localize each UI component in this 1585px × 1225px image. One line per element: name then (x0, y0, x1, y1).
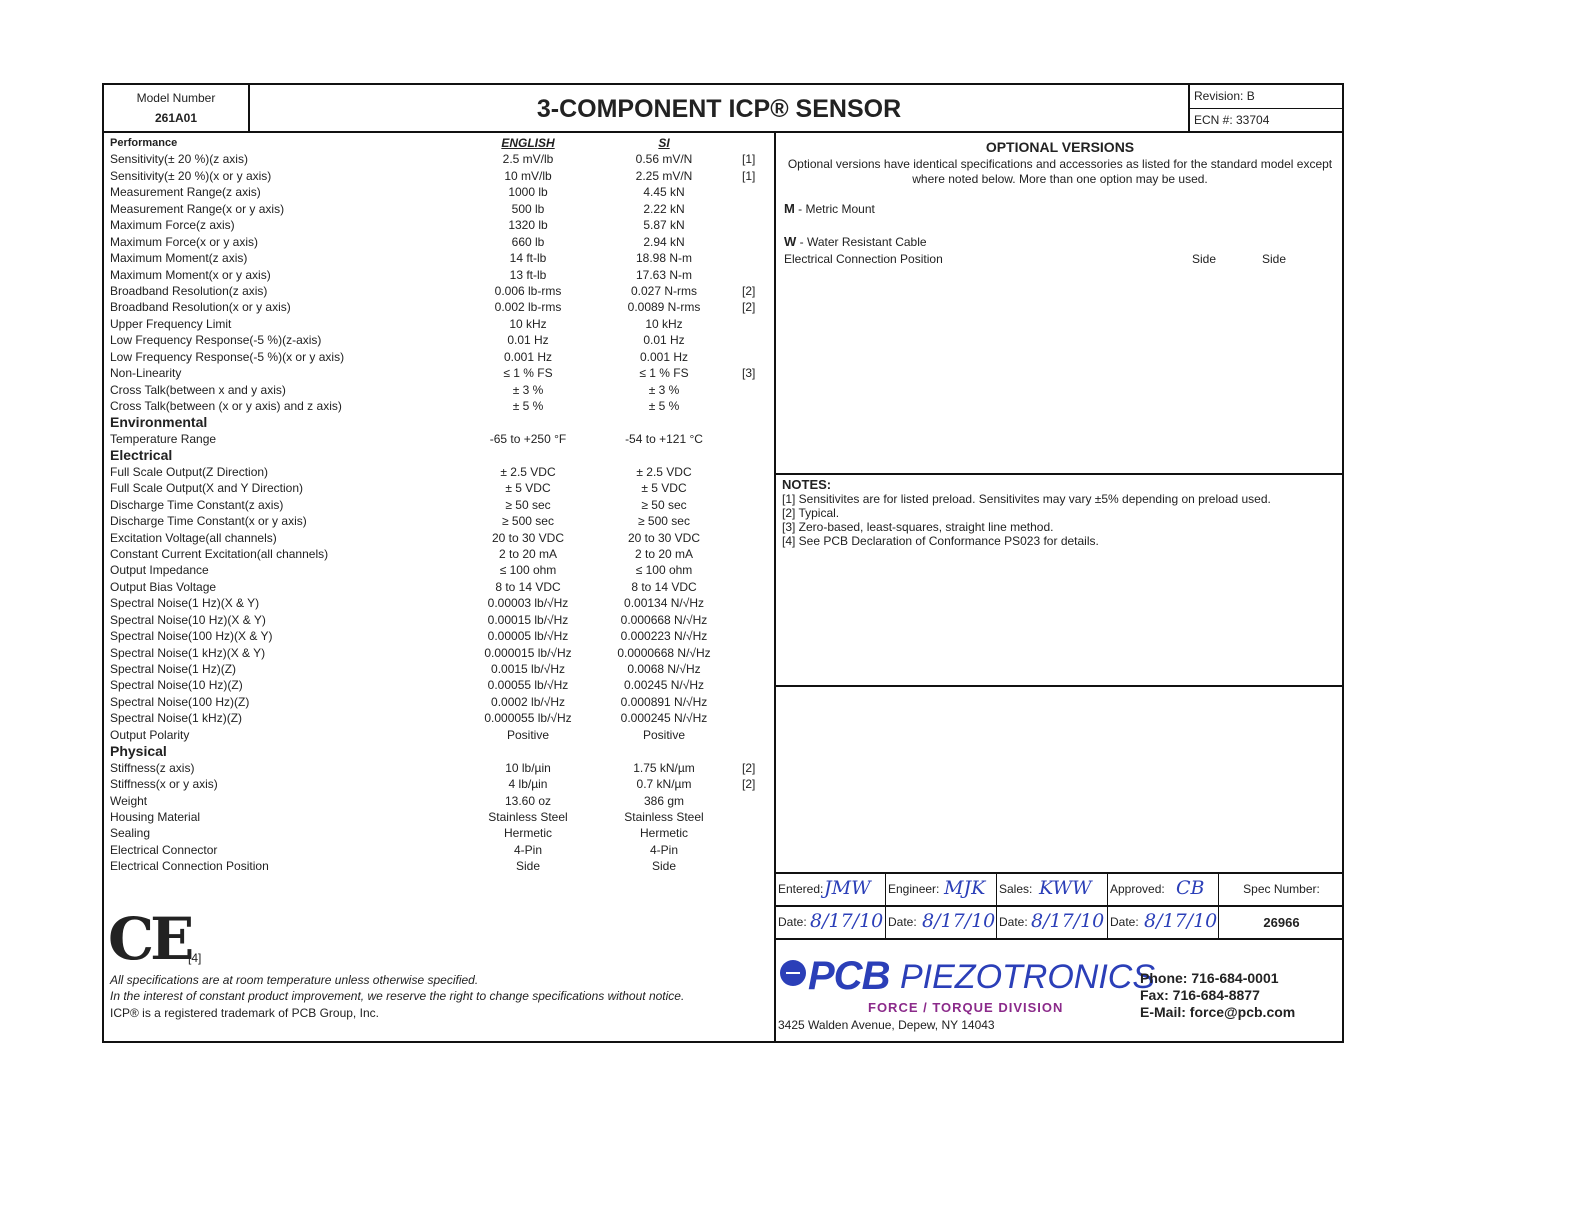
parameter: Cross Talk(between x and y axis) (110, 382, 286, 397)
english-value: Positive (506, 727, 550, 742)
si-value: 0.56 mV/N (635, 152, 693, 167)
option-connection-si: Side (1262, 252, 1287, 266)
revision-box (1190, 85, 1344, 131)
si-value: 0.000668 N/√Hz (620, 612, 708, 627)
parameter: Spectral Noise(1 Hz)(Z) (110, 662, 237, 676)
table-row (110, 151, 772, 167)
parameter: Sensitivity(± 20 %)(x or y axis) (110, 168, 272, 183)
english-value: 2.5 mV/lb (502, 152, 554, 167)
english-value: 0.000055 lb/√Hz (484, 711, 572, 726)
table-row (110, 530, 772, 546)
option-connection-label: Electrical Connection Position (784, 252, 943, 266)
table-row (110, 513, 772, 529)
si-value: 0.001 Hz (639, 349, 689, 364)
optional-intro: Optional versions have identical specifications and accessories as listed for the standard model except where noted below. More than one option may be used. (787, 157, 1333, 186)
performance-header: Performance (110, 137, 178, 149)
option-metric-mount (784, 201, 875, 216)
english-value: Hermetic (503, 826, 552, 841)
parameter: Sealing (110, 826, 151, 841)
option-connection-english: Side (1192, 252, 1217, 266)
model-value: 261A01 (154, 111, 198, 125)
ce-mark-icon: CE (108, 905, 191, 973)
date-label: Date: (778, 915, 807, 929)
model-label: Model Number (136, 91, 216, 105)
si-value: 1.75 kN/µm (633, 760, 695, 775)
si-value: 2.22 kN (643, 201, 685, 216)
si-value: 0.0000668 N/√Hz (617, 645, 711, 660)
table-row (110, 398, 772, 414)
english-value: 13 ft-lb (509, 267, 547, 282)
english-value: 2 to 20 mA (498, 546, 558, 561)
engineer-label: Engineer: (888, 882, 940, 896)
parameter: Low Frequency Response(-5 %)(z-axis) (110, 333, 322, 348)
table-row (110, 612, 772, 628)
si-value: 20 to 30 VDC (627, 530, 701, 545)
parameter: Excitation Voltage(all channels) (110, 530, 277, 545)
table-row (110, 760, 772, 776)
english-value: ± 5 VDC (505, 481, 551, 496)
note-ref: [1] (742, 152, 756, 167)
note-ref: [2] (742, 300, 756, 315)
table-row (110, 299, 772, 315)
revision: Revision: B (1190, 85, 1344, 109)
si-value: ≤ 1 % FS (639, 366, 689, 381)
english-header: ENGLISH (501, 136, 555, 150)
english-value: 0.0002 lb/√Hz (491, 694, 565, 709)
ce-note: [4] (188, 951, 202, 965)
contact-info (1140, 970, 1295, 1021)
blank-area (776, 687, 1344, 874)
si-value: ± 5 % (648, 399, 680, 413)
si-value: 0.01 Hz (643, 333, 685, 348)
table-row (110, 546, 772, 562)
english-value: 20 to 30 VDC (491, 530, 565, 545)
parameter: Stiffness(z axis) (110, 760, 195, 775)
note-1: [1] Sensitivites are for listed preload. Sensitivites may vary ±5% depending on preload used. (782, 492, 1271, 506)
table-row (110, 431, 772, 447)
option-water-resistant (784, 234, 927, 249)
si-value: ≤ 100 ohm (635, 563, 693, 578)
table-row (110, 365, 772, 381)
si-value: 10 kHz (645, 316, 683, 331)
si-value: ± 3 % (648, 382, 680, 397)
si-value: 4-Pin (649, 842, 678, 857)
note-4: [4] See PCB Declaration of Conformance PS023 for details. (782, 534, 1099, 548)
si-value: Stainless Steel (624, 809, 704, 824)
date-label: Date: (1110, 915, 1139, 929)
spec-number-label-cell (1219, 874, 1344, 905)
parameter: Maximum Moment(x or y axis) (110, 267, 271, 282)
table-row (110, 184, 772, 200)
si-value: 2.94 kN (643, 234, 685, 249)
english-value: Stainless Steel (488, 809, 568, 824)
note-3: [3] Zero-based, least-squares, straight line method. (782, 520, 1054, 534)
model-number-box (104, 85, 250, 131)
sales-label: Sales: (999, 882, 1033, 896)
disclaimer (110, 972, 684, 1004)
english-value: ± 5 % (512, 399, 544, 413)
date-value-4: 8/17/10 (1144, 910, 1218, 932)
english-value: ≤ 1 % FS (503, 366, 553, 381)
english-value: 10 kHz (509, 316, 547, 331)
engineer-cell (886, 874, 997, 905)
table-row (110, 694, 772, 710)
disclaimer-line-2: In the interest of constant product improvement, we reserve the right to change specifications without notice. (110, 989, 685, 1003)
date-cell-3 (997, 907, 1108, 938)
table-row (110, 349, 772, 365)
si-value: Positive (642, 727, 686, 742)
english-value: 0.001 Hz (503, 349, 553, 364)
table-row (110, 842, 772, 858)
spec-number-label: Spec Number: (1243, 882, 1320, 896)
table-row (110, 710, 772, 726)
si-value: 0.000245 N/√Hz (620, 711, 708, 726)
note-ref: [1] (742, 168, 756, 183)
english-value: 4 lb/µin (508, 777, 548, 792)
date-cell-2 (886, 907, 997, 938)
table-row (110, 464, 772, 480)
english-value: 4-Pin (513, 842, 542, 857)
section-heading (110, 447, 772, 463)
phone: Phone: 716-684-0001 (1140, 970, 1279, 986)
parameter: Spectral Noise(10 Hz)(Z) (110, 678, 243, 693)
english-value: 660 lb (511, 234, 545, 249)
parameter: Broadband Resolution(x or y axis) (110, 300, 291, 315)
english-value: 1320 lb (508, 218, 548, 233)
spec-number-cell (1219, 907, 1344, 938)
parameter: Broadband Resolution(z axis) (110, 283, 268, 298)
parameter: Full Scale Output(Z Direction) (110, 464, 269, 479)
parameter: Spectral Noise(1 kHz)(X & Y) (110, 645, 266, 660)
parameter: Discharge Time Constant(z axis) (110, 497, 284, 512)
parameter: Measurement Range(z axis) (110, 185, 261, 200)
sales-cell (997, 874, 1108, 905)
table-row (110, 217, 772, 233)
si-value: ≥ 500 sec (638, 514, 690, 529)
optional-versions (776, 133, 1344, 475)
page-title: 3-COMPONENT ICP® SENSOR (250, 85, 1190, 131)
parameter: Output Bias Voltage (110, 579, 217, 594)
parameter: Upper Frequency Limit (110, 316, 232, 331)
trademark-note: ICP® is a registered trademark of PCB Group, Inc. (110, 1006, 379, 1020)
table-row (110, 234, 772, 250)
table-row (110, 858, 772, 874)
date-label: Date: (999, 915, 1028, 929)
english-value: 1000 lb (508, 185, 548, 200)
email: E-Mail: force@pcb.com (1140, 1004, 1296, 1020)
approved-initials: CB (1176, 877, 1205, 899)
specifications-table (110, 135, 772, 875)
parameter: Weight (110, 793, 148, 808)
english-value: Side (515, 859, 541, 874)
english-value: ≥ 50 sec (505, 497, 551, 512)
si-value: 17.63 N-m (635, 267, 693, 282)
note-ref: [2] (742, 283, 756, 298)
table-row (110, 283, 772, 299)
table-row (110, 562, 772, 578)
parameter: Temperature Range (110, 431, 217, 446)
note-ref: [2] (742, 760, 756, 775)
table-row (110, 267, 772, 283)
table-row (110, 168, 772, 184)
table-row (110, 332, 772, 348)
parameter: Stiffness(x or y axis) (110, 777, 218, 792)
fax: Fax: 716-684-8877 (1140, 987, 1260, 1003)
note-ref: [3] (742, 366, 756, 381)
option-code: M (784, 201, 795, 216)
parameter: Output Impedance (110, 563, 209, 578)
option-text: - Water Resistant Cable (796, 235, 927, 249)
option-text: - Metric Mount (794, 202, 875, 216)
si-value: 0.00134 N/√Hz (624, 596, 704, 611)
table-row (110, 595, 772, 611)
si-value: 0.000891 N/√Hz (620, 694, 708, 709)
si-value: 0.000223 N/√Hz (620, 629, 708, 644)
company-address: 3425 Walden Avenue, Depew, NY 14043 (778, 1018, 995, 1032)
parameter: Full Scale Output(X and Y Direction) (110, 481, 303, 496)
parameter: Output Polarity (110, 727, 190, 742)
si-value: 0.7 kN/µm (636, 777, 692, 792)
table-row (110, 201, 772, 217)
parameter: Constant Current Excitation(all channels) (110, 546, 329, 561)
parameter: Cross Talk(between (x or y axis) and z axis) (110, 399, 342, 413)
parameter: Maximum Force(z axis) (110, 218, 235, 233)
english-value: 8 to 14 VDC (495, 579, 561, 594)
table-row (110, 809, 772, 825)
date-value-3: 8/17/10 (1031, 910, 1105, 932)
section-title: Electrical (110, 447, 173, 464)
table-row (110, 825, 772, 841)
entered-label: Entered: (778, 882, 824, 896)
sales-initials: KWW (1039, 877, 1092, 899)
note-ref: [2] (742, 777, 756, 792)
parameter: Measurement Range(x or y axis) (110, 201, 285, 216)
parameter: Sensitivity(± 20 %)(z axis) (110, 152, 248, 167)
english-value: 0.006 lb-rms (494, 283, 562, 298)
entered-cell (776, 874, 886, 905)
date-cell-4 (1108, 907, 1219, 938)
parameter: Discharge Time Constant(x or y axis) (110, 514, 307, 529)
table-row (110, 628, 772, 644)
english-value: ± 3 % (512, 382, 544, 397)
date-value-2: 8/17/10 (922, 910, 996, 932)
date-cell-1 (776, 907, 886, 938)
si-header: SI (658, 136, 670, 150)
english-value: 0.002 lb-rms (494, 300, 562, 315)
parameter: Electrical Connector (110, 842, 218, 857)
section-title: Physical (110, 743, 167, 760)
si-value: 8 to 14 VDC (631, 579, 697, 594)
table-row (110, 382, 772, 398)
parameter: Maximum Moment(z axis) (110, 251, 248, 266)
spec-number: 26966 (1263, 915, 1300, 930)
parameter: Spectral Noise(10 Hz)(X & Y) (110, 612, 266, 627)
english-value: 0.00015 lb/√Hz (487, 612, 569, 627)
si-value: -54 to +121 °C (625, 431, 703, 446)
si-value: 386 gm (643, 793, 685, 808)
engineer-initials: MJK (944, 877, 986, 899)
english-value: 0.00005 lb/√Hz (487, 629, 569, 644)
si-value: 2.25 mV/N (635, 168, 693, 183)
spec-sheet (102, 83, 1344, 1043)
si-value: 0.0089 N-rms (627, 300, 701, 315)
table-row (110, 250, 772, 266)
date-value-1: 8/17/10 (810, 910, 884, 932)
english-value: 500 lb (511, 201, 545, 216)
english-value: 0.0015 lb/√Hz (491, 662, 565, 676)
english-value: 0.000015 lb/√Hz (484, 645, 572, 660)
parameter: Maximum Force(x or y axis) (110, 234, 259, 249)
pcb-logo-icon (780, 960, 806, 986)
si-value: 18.98 N-m (635, 251, 693, 266)
option-code: W (784, 234, 797, 249)
note-2: [2] Typical. (782, 506, 840, 520)
english-value: -65 to +250 °F (489, 431, 567, 446)
parameter: Spectral Noise(1 Hz)(X & Y) (110, 596, 260, 611)
si-value: 4.45 kN (643, 185, 685, 200)
table-row (110, 661, 772, 677)
english-value: ≥ 500 sec (502, 514, 554, 529)
si-value: Side (651, 859, 677, 874)
optional-title: OPTIONAL VERSIONS (985, 139, 1135, 155)
company-footer (776, 940, 1344, 1042)
approved-cell (1108, 874, 1219, 905)
english-value: ± 2.5 VDC (500, 464, 556, 479)
si-value: Hermetic (639, 826, 688, 841)
parameter: Spectral Noise(100 Hz)(X & Y) (110, 629, 273, 644)
signoff-block (776, 874, 1344, 940)
table-row (110, 727, 772, 743)
parameter: Spectral Noise(1 kHz)(Z) (110, 711, 243, 726)
parameter: Non-Linearity (110, 366, 182, 381)
table-row (110, 645, 772, 661)
english-value: ≤ 100 ohm (499, 563, 557, 578)
table-row (110, 480, 772, 496)
table-row (110, 497, 772, 513)
english-value: 14 ft-lb (509, 251, 547, 266)
notes-title: NOTES: (782, 477, 832, 492)
table-row (110, 793, 772, 809)
parameter: Housing Material (110, 809, 201, 824)
table-row (110, 316, 772, 332)
si-value: 2 to 20 mA (634, 546, 694, 561)
date-label: Date: (888, 915, 917, 929)
si-value: 5.87 kN (643, 218, 685, 233)
si-value: ≥ 50 sec (641, 497, 687, 512)
english-value: 10 lb/µin (505, 760, 551, 775)
section-heading (110, 743, 772, 759)
parameter: Electrical Connection Position (110, 859, 269, 874)
ecn: ECN #: 33704 (1194, 113, 1270, 127)
section-heading (110, 414, 772, 430)
si-value: 0.027 N-rms (630, 283, 698, 298)
si-value: ± 2.5 VDC (636, 464, 692, 479)
brand-pcb: PCB (808, 954, 890, 998)
parameter: Spectral Noise(100 Hz)(Z) (110, 694, 250, 709)
english-value: 0.00055 lb/√Hz (487, 678, 569, 693)
english-value: 13.60 oz (504, 793, 552, 808)
table-header (110, 135, 772, 151)
section-title: Environmental (110, 414, 208, 431)
notes-section (776, 475, 1344, 687)
parameter: Low Frequency Response(-5 %)(x or y axis) (110, 349, 345, 364)
table-row (110, 677, 772, 693)
si-value: 0.0068 N/√Hz (627, 662, 701, 676)
table-row (110, 776, 772, 792)
english-value: 0.00003 lb/√Hz (487, 596, 569, 611)
table-row (110, 579, 772, 595)
entered-initials: JMW (824, 877, 871, 899)
english-value: 0.01 Hz (507, 333, 549, 348)
english-value: 10 mV/lb (504, 168, 552, 183)
disclaimer-line-1: All specifications are at room temperature unless otherwise specified. (110, 973, 479, 987)
header (104, 85, 1342, 133)
si-value: ± 5 VDC (641, 481, 687, 496)
approved-label: Approved: (1110, 882, 1165, 896)
brand-piezotronics: PIEZOTRONICS (900, 958, 1156, 996)
division-name: FORCE / TORQUE DIVISION (868, 1000, 1064, 1015)
si-value: 0.00245 N/√Hz (624, 678, 704, 693)
